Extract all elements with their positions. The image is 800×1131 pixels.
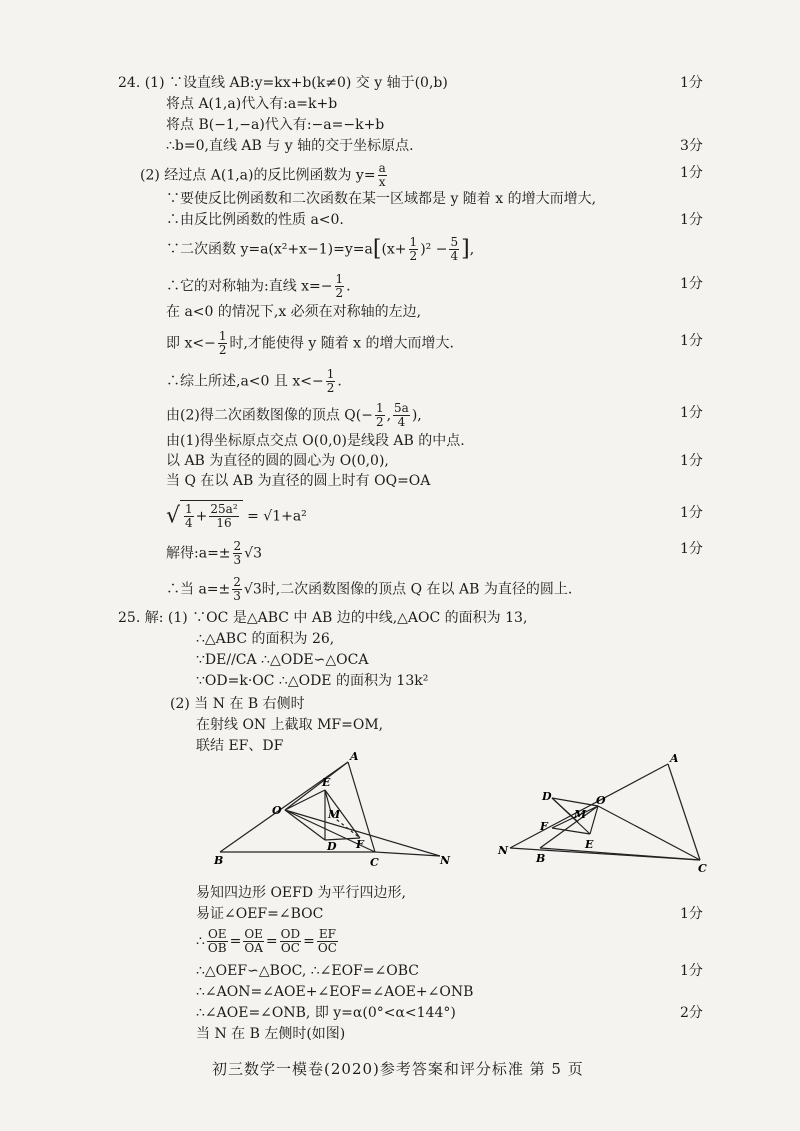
score-mark: 1分 — [680, 505, 703, 521]
q24-line: 将点 A(1,a)代入有:a=k+b — [166, 96, 338, 112]
point-label: B — [214, 854, 224, 867]
q24-part2-line: (2) 经过点 A(1,a)的反比例函数为 y= $\frac{a}{x}$ — [140, 161, 386, 189]
score-mark: 1分 — [680, 333, 703, 349]
point-label: N — [440, 854, 451, 867]
score-mark: 1分 — [680, 541, 703, 557]
q24-line: 由(2)得二次函数图像的顶点 Q(− $\frac{1}{2}$ , $\frac{5a}{4}$ ), — [166, 401, 422, 429]
score-mark: 1分 — [680, 212, 703, 228]
geometry-figure-right-case — [200, 752, 460, 882]
score-mark: 1分 — [680, 276, 703, 292]
point-label: M — [328, 808, 341, 821]
point-label: D — [327, 840, 337, 853]
point-label: O — [596, 794, 606, 807]
q25-number: 25. 解: (1) ∵OC 是△ABC 中 AB 边的中线,△AOC 的面积为 13, — [118, 610, 528, 626]
q25-line: ∴∠AOE=∠ONB, 即 y=α(0°<α<144°) — [196, 1005, 456, 1021]
point-label: F — [356, 838, 364, 851]
q24-line: ∴由反比例函数的性质 a<0. — [166, 212, 344, 228]
q24-sqrt-line: √ $\frac{1}{4}$ + $\frac{\text{25a²}}{16}$ = √1+a² — [166, 502, 307, 530]
q24-line: 以 AB 为直径的圆的圆心为 O(0,0), — [166, 453, 389, 469]
score-mark: 1分 — [680, 906, 703, 922]
q24-line: 由(1)得坐标原点交点 O(0,0)是线段 AB 的中点. — [166, 433, 465, 449]
q24-number: 24. (1) ∵设直线 AB:y=kx+b(k≠0) 交 y 轴于(0,b) — [118, 75, 448, 91]
q25-line: ∵OD=k·OC ∴△ODE 的面积为 13k² — [196, 673, 429, 689]
q24-quadratic-line: ∵二次函数 y=a(x²+x−1)=y=a[(x+ $\frac{1}{2}$ )² − $\frac{5}{4}$ ], — [166, 235, 475, 263]
point-label: C — [698, 862, 707, 875]
q24-line: 将点 B(−1,−a)代入有:−a=−k+b — [166, 117, 385, 133]
point-label: A — [670, 752, 679, 765]
q24-line: ∴b=0,直线 AB 与 y 轴的交于坐标原点. — [166, 138, 414, 154]
point-label: E — [322, 776, 331, 789]
q25-line: ∴△ABC 的面积为 26, — [196, 631, 335, 647]
q25-ratio-line: ∴ $\frac{OE}{OB}$ = $\frac{OE}{OA}$ = $\frac{OD}{OC}$ = $\frac{EF}{OC}$ — [196, 927, 337, 955]
point-label: D — [542, 790, 552, 803]
point-label: F — [540, 820, 548, 833]
point-label: E — [585, 838, 594, 851]
score-mark: 1分 — [680, 165, 703, 181]
point-label: M — [574, 808, 587, 821]
q25-line: 易证∠OEF=∠BOC — [196, 906, 324, 922]
score-mark: 1分 — [680, 963, 703, 979]
score-mark: 1分 — [680, 75, 703, 91]
q25-line: ∴∠AON=∠AOE+∠EOF=∠AOE+∠ONB — [196, 984, 474, 1000]
q24-line: 当 Q 在以 AB 为直径的圆上时有 OQ=OA — [166, 473, 431, 489]
q24-line: 在 a<0 的情况下,x 必须在对称轴的左边, — [166, 304, 422, 320]
q25-line: ∵DE//CA ∴△ODE∽△OCA — [196, 652, 369, 668]
score-mark: 1分 — [680, 453, 703, 469]
score-mark: 3分 — [680, 138, 703, 154]
point-label: N — [498, 844, 509, 857]
q25-line: 联结 EF、DF — [196, 738, 284, 754]
q25-line: 在射线 ON 上截取 MF=OM, — [196, 717, 384, 733]
point-label: A — [350, 752, 359, 763]
point-label: B — [536, 852, 546, 865]
geometry-figure-left-case — [490, 752, 720, 877]
q24-line: 即 x<− $\frac{1}{2}$ 时,才能使得 y 随着 x 的增大而增大. — [166, 329, 454, 357]
score-mark: 2分 — [680, 1005, 703, 1021]
q25-line: ∴△OEF∽△BOC, ∴∠EOF=∠OBC — [196, 963, 419, 979]
point-label: C — [370, 856, 379, 869]
q25-line: 易知四边形 OEFD 为平行四边形, — [196, 885, 406, 901]
q25-line: 当 N 在 B 左侧时(如图) — [196, 1026, 346, 1042]
q24-line: ∴它的对称轴为:直线 x=− $\frac{1}{2}$ . — [166, 272, 351, 300]
q24-line: ∵要使反比例函数和二次函数在某一区域都是 y 随着 x 的增大而增大, — [166, 191, 597, 207]
score-mark: 1分 — [680, 405, 703, 421]
q25-part2-line: (2) 当 N 在 B 右侧时 — [170, 696, 305, 712]
page-footer: 初三数学一模卷(2020)参考答案和评分标准 第 5 页 — [212, 1060, 584, 1078]
q24-line: ∴综上所述,a<0 且 x<− $\frac{1}{2}$ . — [166, 367, 342, 395]
q24-line: 解得:a=± $\frac{2}{3}$ √3 — [166, 539, 262, 567]
point-label: O — [272, 804, 282, 817]
q24-line: ∴当 a=± $\frac{2}{3}$ √3时,二次函数图像的顶点 Q 在以 AB 为直径的圆上. — [166, 575, 573, 603]
